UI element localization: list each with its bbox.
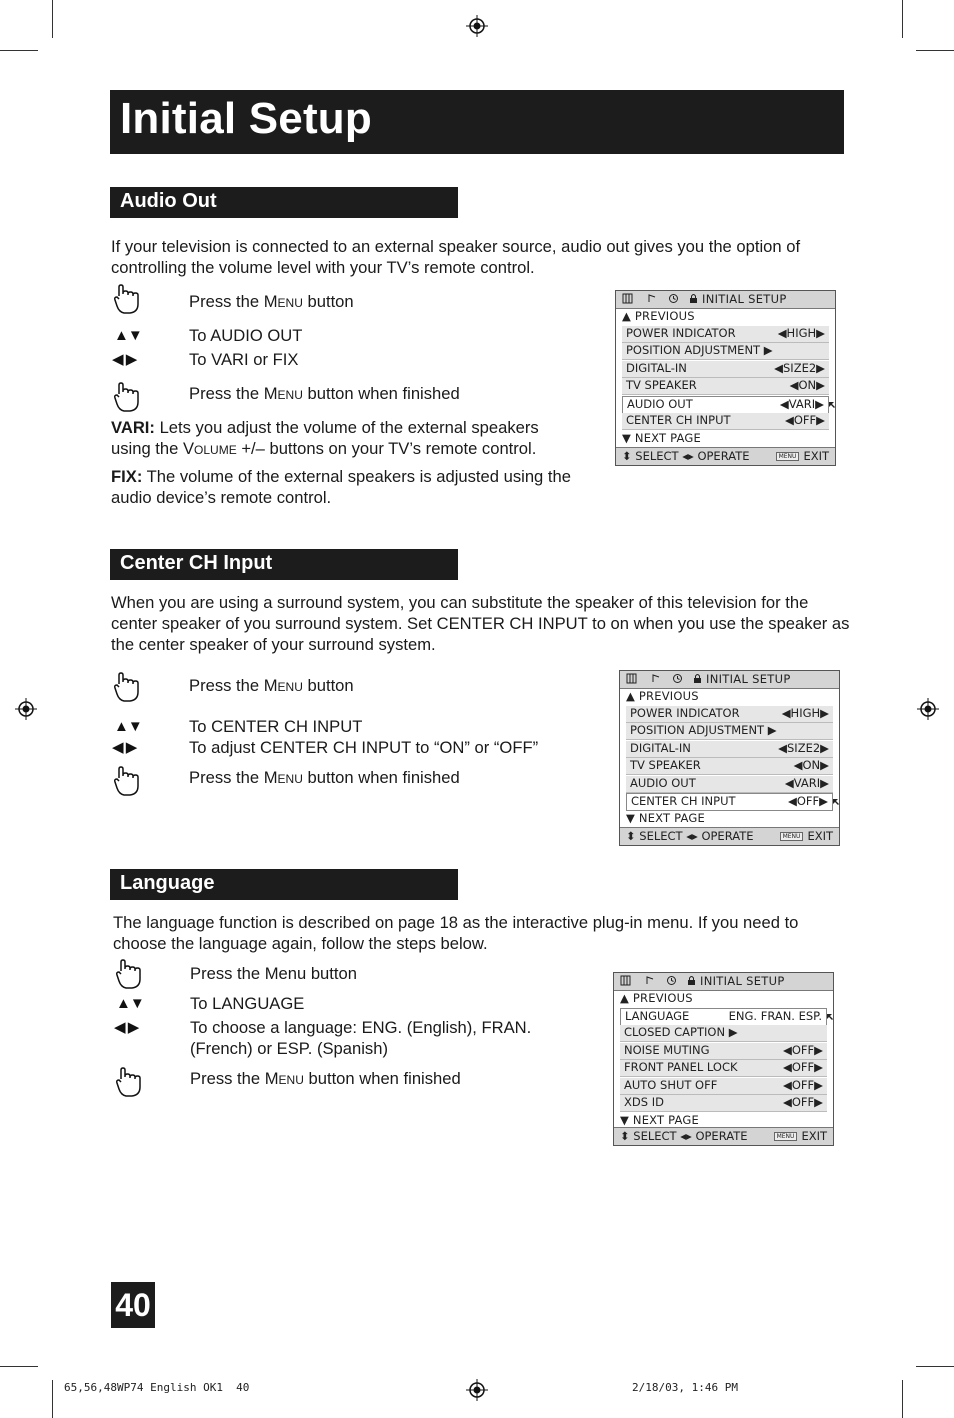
osd-menu-chip: MENU <box>780 832 804 841</box>
section-title: Language <box>120 872 215 894</box>
osd-row <box>622 343 829 360</box>
osd-row-label: TV SPEAKER <box>626 378 697 393</box>
osd-row <box>620 1078 827 1095</box>
intro-paragraph: The language function is described on page 18 as the interactive plug-in menu. If you need to choose the language again, follow the steps below. <box>113 913 799 953</box>
osd-row-label: DIGITAL-IN <box>626 360 687 375</box>
section-title: Audio Out <box>120 190 217 212</box>
page-number: 40 <box>115 1287 151 1323</box>
section-header-center-ch-input <box>110 549 458 580</box>
osd-cursor-icon <box>832 798 840 806</box>
crop-mark <box>52 0 53 38</box>
desc-text: +/– buttons on your TV’s remote control. <box>236 439 537 458</box>
crop-mark <box>52 1380 53 1418</box>
vari-description <box>111 417 581 459</box>
osd-row-value: ◀OFF▶ <box>783 1042 823 1057</box>
osd-row-value: ◀OFF▶ <box>783 1095 823 1109</box>
menu-hand-icon <box>111 764 145 798</box>
section-header-language <box>110 869 458 900</box>
step-press-menu-finished <box>189 768 460 788</box>
menu-hand-icon <box>113 1065 147 1099</box>
osd-header <box>616 291 835 309</box>
osd-row-label: POWER INDICATOR <box>630 706 740 720</box>
osd-sound-icon <box>646 293 657 304</box>
osd-row-value: ◀SIZE2▶ <box>778 740 829 755</box>
left-right-arrows-icon: ◀ ▶ <box>112 739 137 756</box>
osd-row-label: AUTO SHUT OFF <box>624 1077 718 1092</box>
osd-clock-icon <box>672 673 683 684</box>
osd-picture-icon <box>620 975 631 986</box>
osd-cursor-icon <box>828 401 836 409</box>
step-select-item: To CENTER CH INPUT <box>189 717 363 736</box>
osd-row <box>620 1025 827 1042</box>
osd-row <box>626 706 833 723</box>
section-title: Center CH Input <box>120 552 273 574</box>
menu-word: Menu <box>263 292 303 311</box>
osd-footer-exit <box>780 829 833 843</box>
intro-paragraph: When you are using a surround system, you can substitute the speaker of this television for the center speaker of you surround system. Set CENTER CH INPUT to on when you use the speaker as the center speaker of your surround system. <box>111 593 850 654</box>
osd-row-label: FRONT PANEL LOCK <box>624 1060 738 1075</box>
osd-row-label: NOISE MUTING <box>624 1042 710 1057</box>
osd-row-value: ENG. FRAN. ESP. <box>728 1009 822 1023</box>
step-press-menu: Press the Menu button <box>190 964 357 983</box>
step-press-menu <box>189 292 354 312</box>
osd-footer <box>614 1127 833 1145</box>
intro-paragraph: If your television is connected to an external speaker source, audio out gives you the option of controlling the volume level with your TV’s remote control. <box>111 237 801 277</box>
osd-footer-select: ⬍ SELECT ◂▸ OPERATE <box>620 1129 748 1143</box>
page-title: Initial Setup <box>120 94 372 143</box>
osd-menu-center-ch-input <box>619 670 840 846</box>
up-down-arrows-icon: ▲▼ <box>114 327 142 344</box>
osd-row <box>620 1008 827 1026</box>
crop-mark <box>902 1380 903 1418</box>
osd-header <box>614 973 833 991</box>
osd-menu-audio-out <box>615 290 836 466</box>
osd-row-value: ◀HIGH▶ <box>781 706 829 720</box>
osd-footer-select: ⬍ SELECT ◂▸ OPERATE <box>626 829 754 843</box>
menu-word: Menu <box>263 768 303 787</box>
osd-row-label: XDS ID <box>624 1095 664 1109</box>
osd-row-label: POSITION ADJUSTMENT ▶ <box>626 343 773 358</box>
osd-row-value: ◀SIZE2▶ <box>774 360 825 375</box>
osd-menu-language <box>613 972 834 1146</box>
fix-label: FIX: <box>111 467 143 486</box>
registration-mark-icon <box>466 15 488 37</box>
osd-row <box>626 741 833 758</box>
osd-sound-icon <box>650 673 661 684</box>
osd-previous: ▲ PREVIOUS <box>622 309 695 323</box>
osd-row-label: CENTER CH INPUT <box>626 413 731 427</box>
osd-cursor-icon <box>826 1013 834 1021</box>
osd-title: INITIAL SETUP <box>706 672 791 686</box>
osd-row-label: POWER INDICATOR <box>626 326 736 340</box>
osd-row-label: POSITION ADJUSTMENT ▶ <box>630 723 777 738</box>
step-text: Press the <box>189 768 264 787</box>
osd-menu-chip: MENU <box>774 1132 798 1141</box>
osd-row <box>620 1043 827 1060</box>
step-text: button when finished <box>303 1069 461 1088</box>
osd-row-label: CLOSED CAPTION ▶ <box>624 1025 738 1040</box>
up-down-arrows-icon: ▲▼ <box>114 718 142 735</box>
slug-file-info: 65,56,48WP74 English OK1 40 <box>64 1381 250 1394</box>
osd-exit-label: EXIT <box>801 1129 827 1143</box>
menu-hand-icon <box>111 670 145 704</box>
step-adjust: To VARI or FIX <box>189 350 299 369</box>
osd-row-label: CENTER CH INPUT <box>631 794 736 808</box>
osd-footer-select: ⬍ SELECT ◂▸ OPERATE <box>622 449 750 463</box>
osd-next-page: ▼ NEXT PAGE <box>626 811 705 825</box>
osd-footer <box>616 447 835 465</box>
step-text: Press the <box>189 292 264 311</box>
osd-lock-icon <box>686 975 697 986</box>
step-text: button when finished <box>302 768 460 787</box>
menu-hand-icon <box>111 282 145 316</box>
osd-row-label: AUDIO OUT <box>627 396 693 411</box>
osd-row-label: DIGITAL-IN <box>630 740 691 755</box>
step-press-menu <box>189 676 354 696</box>
osd-row <box>626 776 833 793</box>
osd-header <box>620 671 839 689</box>
osd-row-label: AUDIO OUT <box>630 775 696 790</box>
osd-exit-label: EXIT <box>803 449 829 463</box>
volume-word: Volume <box>182 439 237 458</box>
menu-hand-icon <box>113 957 147 991</box>
registration-mark-icon <box>917 698 939 720</box>
osd-title: INITIAL SETUP <box>700 974 785 988</box>
step-adjust: To adjust CENTER CH INPUT to “ON” or “OFF” <box>189 738 539 757</box>
osd-row-value: ◀VARI▶ <box>784 775 829 790</box>
osd-lock-icon <box>692 673 703 684</box>
osd-row <box>622 361 829 378</box>
left-right-arrows-icon: ◀ ▶ <box>112 351 137 368</box>
osd-menu-chip: MENU <box>776 452 800 461</box>
osd-row-label: TV SPEAKER <box>630 758 701 773</box>
osd-row-value: ◀ON▶ <box>789 378 825 393</box>
step-text: button <box>302 676 354 695</box>
osd-row-value: ◀HIGH▶ <box>777 326 825 340</box>
step-text: Press the <box>189 384 264 403</box>
crop-mark <box>916 1366 954 1367</box>
step-text: Press the <box>190 1069 265 1088</box>
osd-row-value: ◀OFF▶ <box>783 1060 823 1075</box>
step-text: button when finished <box>302 384 460 403</box>
menu-word: Menu <box>263 676 303 695</box>
osd-row-value: ◀ON▶ <box>793 758 829 773</box>
left-right-arrows-icon: ◀ ▶ <box>114 1019 139 1036</box>
osd-row <box>626 758 833 775</box>
osd-lock-icon <box>688 293 699 304</box>
page-number-box <box>111 1282 155 1328</box>
osd-previous: ▲ PREVIOUS <box>626 689 699 703</box>
osd-next-page: ▼ NEXT PAGE <box>620 1113 699 1127</box>
osd-row-value: ◀VARI▶ <box>779 396 824 411</box>
osd-row <box>622 378 829 395</box>
osd-title: INITIAL SETUP <box>702 292 787 306</box>
osd-footer-exit <box>776 449 829 463</box>
osd-row <box>626 793 833 811</box>
step-select-item: To AUDIO OUT <box>189 326 303 345</box>
osd-picture-icon <box>626 673 637 684</box>
menu-word: Menu <box>263 384 303 403</box>
registration-mark-icon <box>15 698 37 720</box>
menu-word: Menu <box>264 1069 304 1088</box>
osd-picture-icon <box>622 293 633 304</box>
crop-mark <box>0 1366 38 1367</box>
up-down-arrows-icon: ▲▼ <box>116 995 144 1012</box>
page-title-bar <box>110 90 844 154</box>
step-select-item: To LANGUAGE <box>190 994 305 1013</box>
osd-row-label: LANGUAGE <box>625 1009 690 1023</box>
osd-clock-icon <box>666 975 677 986</box>
slug-date: 2/18/03, 1:46 PM <box>632 1381 738 1394</box>
registration-mark-icon <box>466 1379 488 1401</box>
osd-footer <box>620 827 839 845</box>
step-text: Press the <box>189 676 264 695</box>
osd-row <box>622 326 829 343</box>
step-adjust: To choose a language: ENG. (English), FRAN. (French) or ESP. (Spanish) <box>190 1018 532 1058</box>
osd-clock-icon <box>668 293 679 304</box>
fix-description <box>111 466 581 508</box>
osd-row-value: ◀OFF▶ <box>785 413 825 427</box>
desc-text: The volume of the external speakers is adjusted using the audio device’s remote control. <box>111 467 571 507</box>
step-press-menu-finished <box>190 1069 461 1089</box>
osd-previous: ▲ PREVIOUS <box>620 991 693 1005</box>
osd-sound-icon <box>644 975 655 986</box>
step-text: button <box>302 292 354 311</box>
crop-mark <box>0 50 38 51</box>
vari-label: VARI: <box>111 418 155 437</box>
osd-row-value: ◀OFF▶ <box>783 1077 823 1092</box>
osd-row <box>626 723 833 740</box>
osd-exit-label: EXIT <box>807 829 833 843</box>
osd-footer-exit <box>774 1129 827 1143</box>
osd-row <box>622 413 829 430</box>
menu-hand-icon <box>111 380 145 414</box>
osd-row <box>622 396 829 414</box>
osd-next-page: ▼ NEXT PAGE <box>622 431 701 445</box>
desc-text: Lets you adjust the volume of the external speakers using the <box>111 418 539 458</box>
crop-mark <box>916 50 954 51</box>
crop-mark <box>902 0 903 38</box>
osd-row-value: ◀OFF▶ <box>788 794 828 808</box>
osd-row <box>620 1060 827 1077</box>
step-press-menu-finished <box>189 384 460 404</box>
osd-row <box>620 1095 827 1112</box>
section-header-audio-out <box>110 187 458 218</box>
